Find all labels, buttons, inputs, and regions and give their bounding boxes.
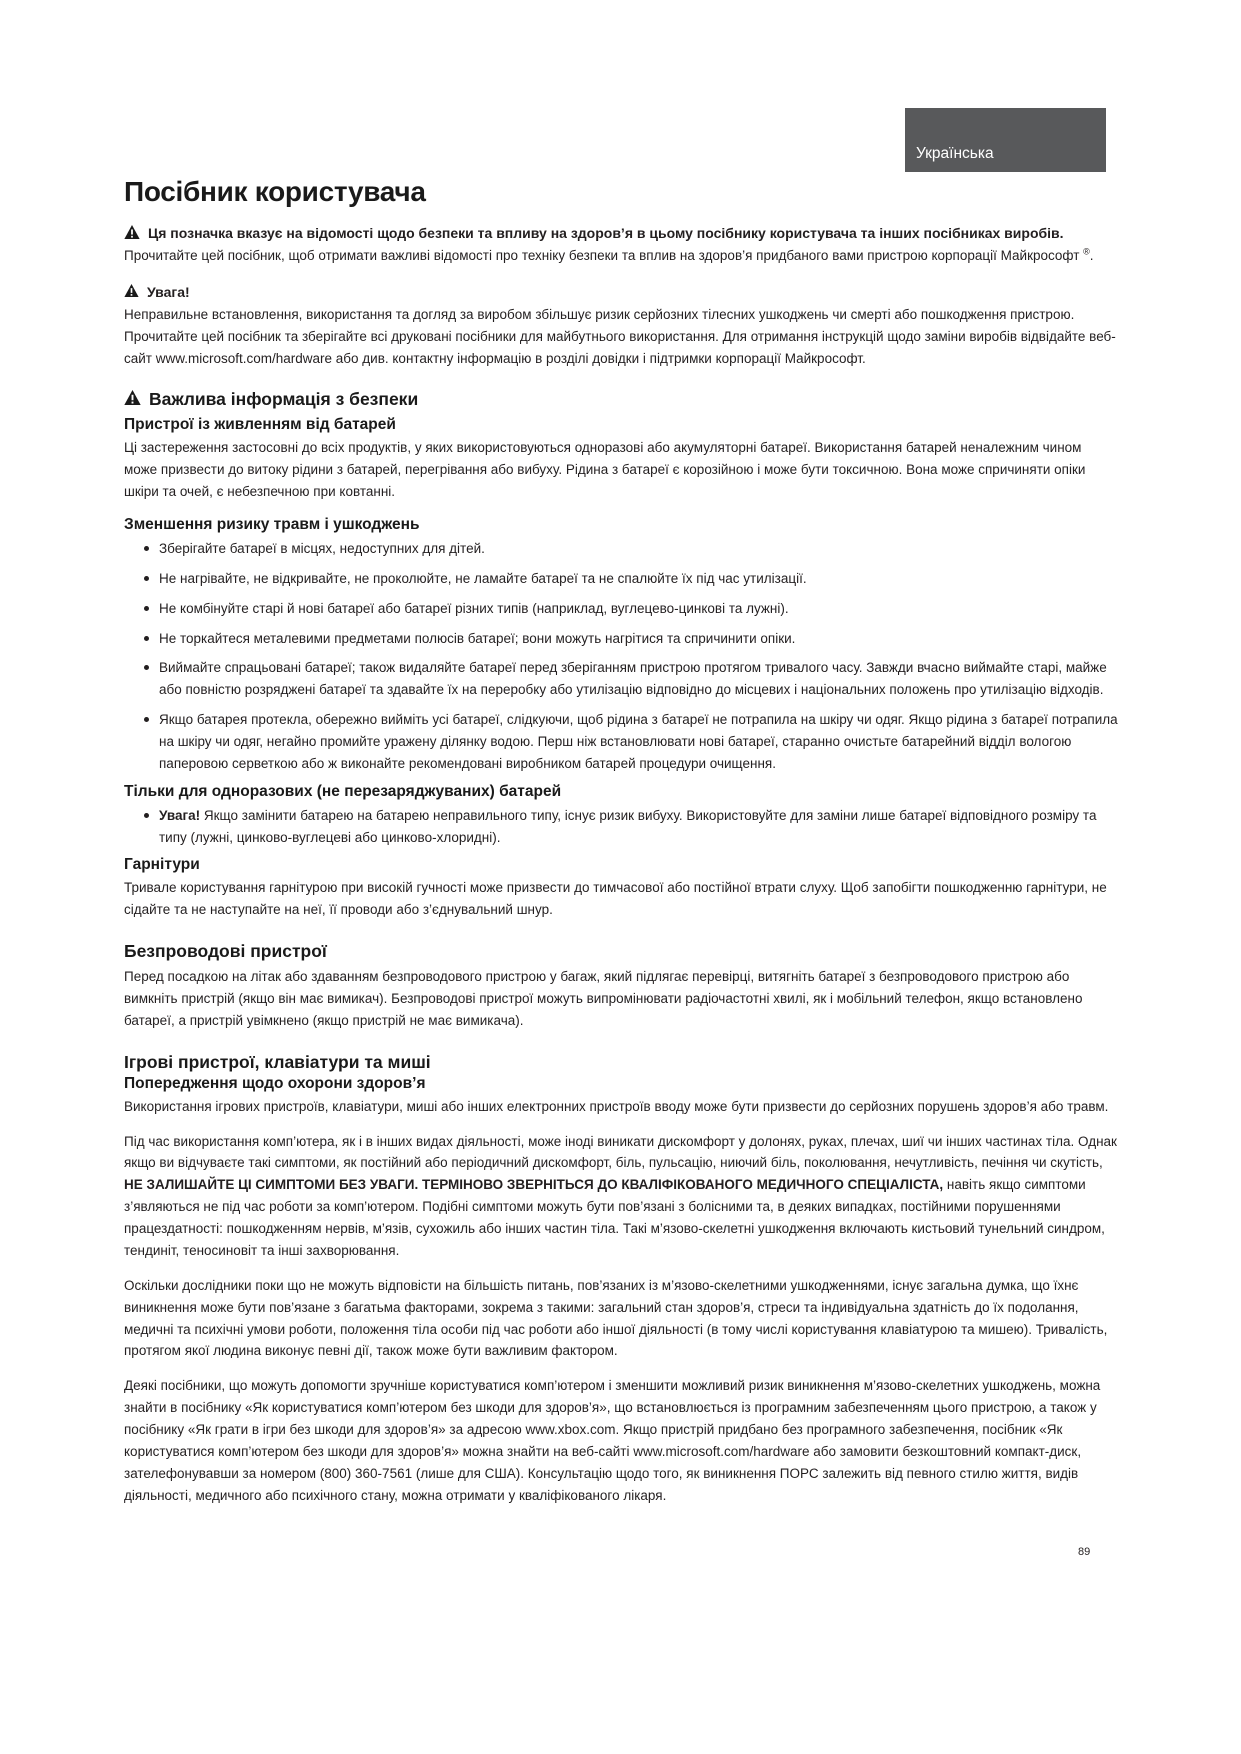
notice-body-period: . [1089,248,1094,263]
wireless-body: Перед посадкою на літак або здаванням безпроводового пристрою у багаж, який підлягає перевірці, витягніть батареї з безпроводового пристрою або вимкніть пристрій (якщо він має вимикач). Безпроводові пристрої можуть випромінювати радіочастотні хвилі, як і мобільний телефон, якщо встановлено батареї, а пристрій увімкнено (якщо пристрій не має вимикача). [124,969,1083,1028]
registered-mark: ® [1083,246,1090,257]
battery-heading: Пристрої із живленням від батарей [124,416,396,434]
gaming-devices-heading: Ігрові пристрої, клавіатури та миші [124,1051,431,1072]
bullet-item: Виймайте спрацьовані батареї; також видаляйте батареї перед зберіганням пристрою протягом тривалого часу. Завжди вчасно виймайте старі, майже або повністю розряджені батареї та здавайте їх на переробку або утилізацію відповідно до місцевих і національних положень про утилізацію відходів. [144,657,1118,701]
notice-body-text: Прочитайте цей посібник, щоб отримати важливі відомості про техніку безпеки та вплив на здоров’я придбаного вами пристрою корпорації Майкрософт [124,248,1084,263]
disposable-battery-heading: Тільки для одноразових (не перезаряджуваних) батарей [124,782,562,800]
safety-notice [124,223,1118,245]
health-para-3: Оскільки дослідники поки що не можуть відповісти на більшість питань, пов’язаних із м’язово-скелетними ушкодженнями, існує загальна думка, що їхнє виникнення може бути пов’язане з багатьма факторами, зокрема з такими: загальний стан здоров’я, стреси та індивідуальна здатність до їх подолання, медичні та психічні умови роботи, положення тіла особи під час роботи або іншої діяльності (в тому числі користування клавіатурою та мишею). Тривалість, протягом якої людина виконує певні дії, також може бути важливим фактором. [124,1277,1108,1359]
battery-body: Ці застереження застосовні до всіх продуктів, у яких використовуються одноразові або акумуляторні батареї. Використання батарей неналежним чином може призвести до витоку рідини з батарей, перегрівання або вибуху. Рідина з батареї є корозійною і може бути токсичною. Вона може спричиняти опіки шкіри та очей, є небезпечною при ковтанні. [124,440,1086,500]
bullet-item: Не нагрівайте, не відкривайте, не проколюйте, не ламайте батареї та не спалюйте їх під час утилізації. [144,568,1118,590]
safety-section-heading [124,389,1118,410]
safety-notice-text: Ця позначка вказує на відомості щодо безпеки та впливу на здоров’я в цьому посібнику користувача та інших посібниках виробів. [148,225,1064,241]
bullet-item: Зберігайте батареї в місцях, недоступних для дітей. [144,538,1118,560]
language-tab [905,108,1106,172]
risk-reduction-heading: Зменшення ризику травм і ушкоджень [124,516,420,534]
caution-heading [124,284,1118,300]
health-para-1: Використання ігрових пристроїв, клавіатури, миші або інших електронних пристроїв вводу може бути призвести до серйозних порушень здоров’я або травм. [124,1098,1109,1114]
page-title: Посібник користувача [124,176,426,207]
wireless-heading: Безпроводові пристрої [124,941,327,962]
bullet-item: Не торкайтеся металевими предметами полюсів батареї; вони можуть нагрітися та спричинити опіки. [144,628,1118,650]
caution-inline-label: Увага! [159,807,201,823]
warning-icon [124,284,139,300]
warning-icon [124,224,140,245]
health-warning-heading: Попередження щодо охорони здоров’я [124,1074,426,1092]
health-para-2-text1: Під час використання комп’ютера, як і в інших видах діяльності, може іноді виникати дискомфорт у долонях, руках, плечах, шиї чи інших частинах тіла. Однак якщо ви відчуваєте такі симптоми, як постійний або періодичний дискомфорт, біль, пульсацію, ниючий біль, поколювання, нечутливість, печіння чи скутість, [124,1133,1117,1171]
bullet-item: Якщо батарея протекла, обережно вийміть усі батареї, слідкуючи, щоб рідина з батареї не потрапила на шкіру чи одяг. Якщо рідина з батареї потрапила на шкіру чи одяг, негайно промийте уражену ділянку водою. Перш ніж встановлювати нові батареї, старанно очистьте батарейний відділ вологою паперовою серветкою або ж виконайте рекомендовані виробником батарей процедури очищення. [144,709,1118,775]
caution-body: Неправильне встановлення, використання та догляд за виробом збільшує ризик серйозних тілесних ушкоджень чи смерті або пошкодження пристрою. Прочитайте цей посібник та зберігайте всі друковані посібники для майбутнього використання. Для отримання інструкцій щодо заміни виробів відвідайте веб-сайт www.microsoft.com/hardware або див. контактну інформацію в розділі довідки і підтримки корпорації Майкрософт. [124,306,1116,366]
health-para-2-text2: навіть якщо симптоми з’являються не під час роботи за комп’ютером. Подібні симптоми можуть бути пов’язані з болісними та, в деяких випадках, постійними порушеннями працездатності: пошкодженням нервів, м’язів, сухожиль або інших частин тіла. Такі м’язово-скелетні ушкодження включають кистьовий тунельний синдром, тендиніт, теносиновіт та інші захворювання. [124,1177,1105,1258]
notice-body [124,245,1118,267]
bullet-item: Не комбінуйте старі й нові батареї або батареї різних типів (наприклад, вуглецево-цинкові та лужні). [144,598,1118,620]
page-number: 89 [1078,1546,1091,1558]
health-para-2 [124,1131,1118,1262]
page-content [124,176,1118,1519]
risk-reduction-list [124,538,1118,775]
caution-heading-text: Увага! [147,283,190,300]
language-tab-label: Українська [916,145,994,162]
disposable-battery-list [124,805,1118,849]
disposable-bullet-text: Якщо замінити батарею на батарею неправильного типу, існує ризик вибуху. Використовуйте для заміни лише батареї відповідного розміру та типу (лужні, цинково-вуглецеві або цинково-хлоридні). [159,807,1097,845]
safety-section-heading-text: Важлива інформація з безпеки [149,389,419,410]
headsets-heading: Гарнітури [124,856,200,874]
health-para-2-bold: НЕ ЗАЛИШАЙТЕ ЦІ СИМПТОМИ БЕЗ УВАГИ. ТЕРМІНОВО ЗВЕРНІТЬСЯ ДО КВАЛІФІКОВАНОГО МЕДИЧНОГО СПЕЦІАЛІСТА, [124,1177,944,1193]
warning-icon [124,389,141,410]
bullet-item [144,805,1118,849]
headsets-body: Тривале користування гарнітурою при високій гучності може призвести до тимчасової або постійної втрати слуху. Щоб запобігти пошкодженню гарнітури, не сідайте та не наступайте на неї, її проводи або з’єднувальний шнур. [124,880,1107,918]
health-para-4: Деякі посібники, що можуть допомогти зручніше користуватися комп’ютером і зменшити можливий ризик виникнення м’язово-скелетних ушкоджень, можна знайти в посібнику «Як користуватися комп’ютером без шкоди для здоров’я», що встановлюється із програмним забезпеченням цього пристрою, а також у посібнику «Як грати в ігри без шкоди для здоров’я» за адресою www.xbox.com. Якщо пристрій придбано без програмного забезпечення, посібник «Як користуватися комп’ютером без шкоди для здоров’я» можна знайти на веб-сайті www.microsoft.com/hardware або замовити безкоштовний компакт-диск, зателефонувавши за номером (800) 360-7561 (лише для США). Консультацію щодо того, як виникнення ПОРС залежить від певного стилю життя, видів діяльності, медичного або психічного стану, можна отримати у кваліфікованого лікаря. [124,1378,1101,1503]
